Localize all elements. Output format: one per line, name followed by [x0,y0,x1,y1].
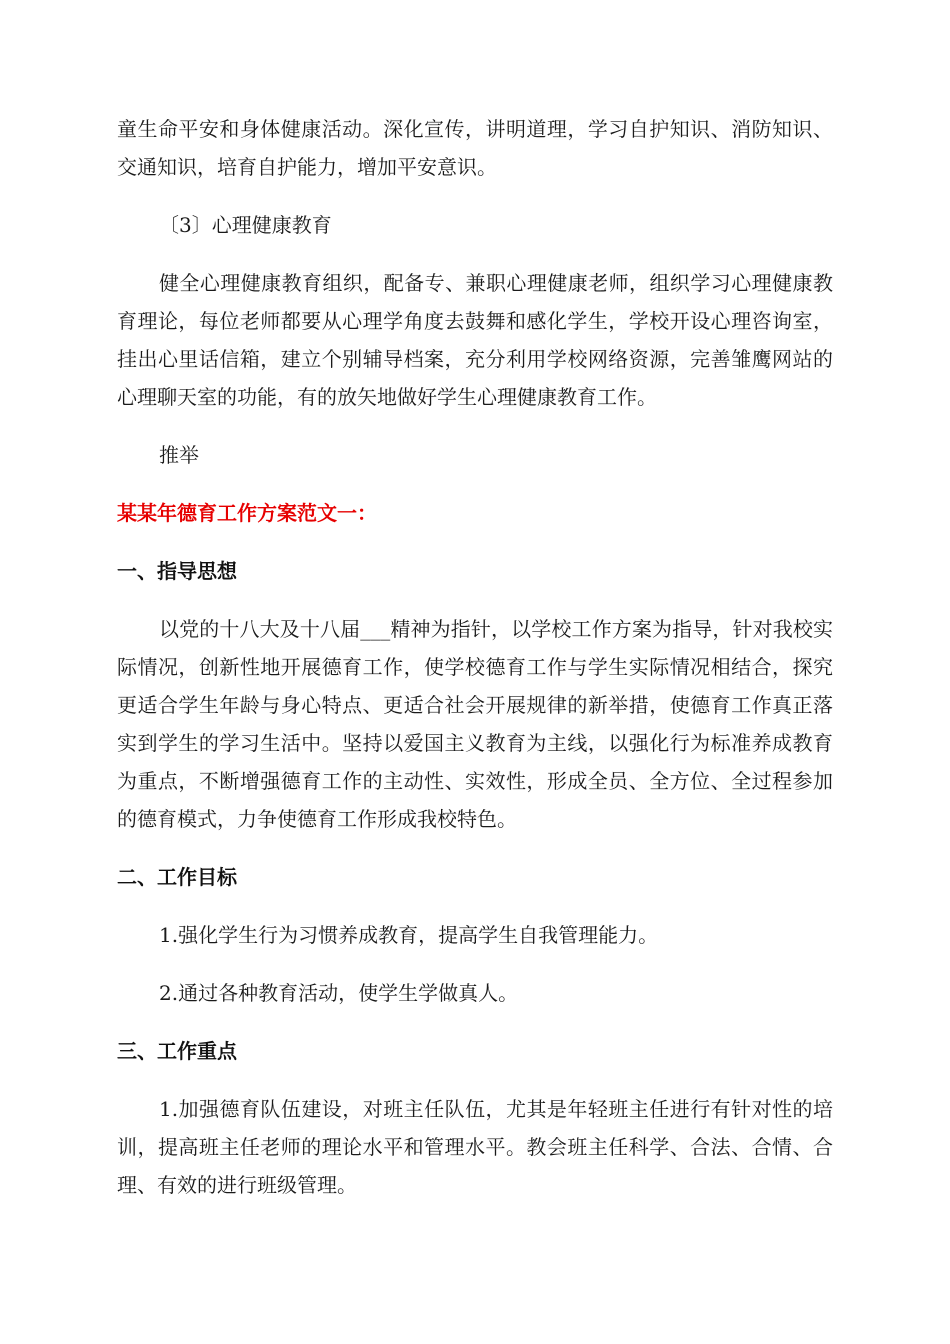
list-item-goal-2: 2.通过各种教育活动，使学生学做真人。 [159,981,519,1005]
subheading-mental-health: 〔3〕心理健康教育 [159,213,332,237]
section-heading-guiding-ideology: 一、指导思想 [117,559,237,583]
list-item-focus-1: 1.加强德育队伍建设，对班主任队伍，尤其是年轻班主任进行有针对性的培训，提高班主任老师的理论水平和管理水平。教会班主任科学、合法、合情、合理、有效的进行班级管理。 [117,1097,833,1197]
paragraph-mental-health: 健全心理健康教育组织，配备专、兼职心理健康老师，组织学习心理健康教育理论，每位老师都要从心理学角度去鼓舞和感化学生，学校开设心理咨询室，挂出心里话信箱，建立个别辅导档案，充分利用学校网络资源，完善雏鹰网站的心理聊天室的功能，有的放矢地做好学生心理健康教育工作。 [117,271,833,409]
document-body [117,110,833,1204]
paragraph-guiding-ideology: 以党的十八大及十八届___精神为指针，以学校工作方案为指导，针对我校实际情况，创新性地开展德育工作，使学校德育工作与学生实际情况相结合，探究更适合学生年龄与身心特点、更适合社会开展规律的新举措，使德育工作真正落实到学生的学习生活中。坚持以爱国主义教育为主线，以强化行为标准养成教育为重点，不断增强德育工作的主动性、实效性，形成全员、全方位、全过程参加的德育模式，力争使德育工作形成我校特色。 [117,617,833,831]
document-title: 某某年德育工作方案范文一： [117,501,377,525]
paragraph-safety-continued: 童生命平安和身体健康活动。深化宣传，讲明道理，学习自护知识、消防知识、交通知识，培育自护能力，增加平安意识。 [117,117,833,179]
list-item-goal-1: 1.强化学生行为习惯养成教育，提高学生自我管理能力。 [159,923,659,947]
section-heading-work-goals: 二、工作目标 [117,865,237,889]
section-heading-work-focus: 三、工作重点 [117,1039,237,1063]
recommend-label: 推举 [159,443,199,467]
